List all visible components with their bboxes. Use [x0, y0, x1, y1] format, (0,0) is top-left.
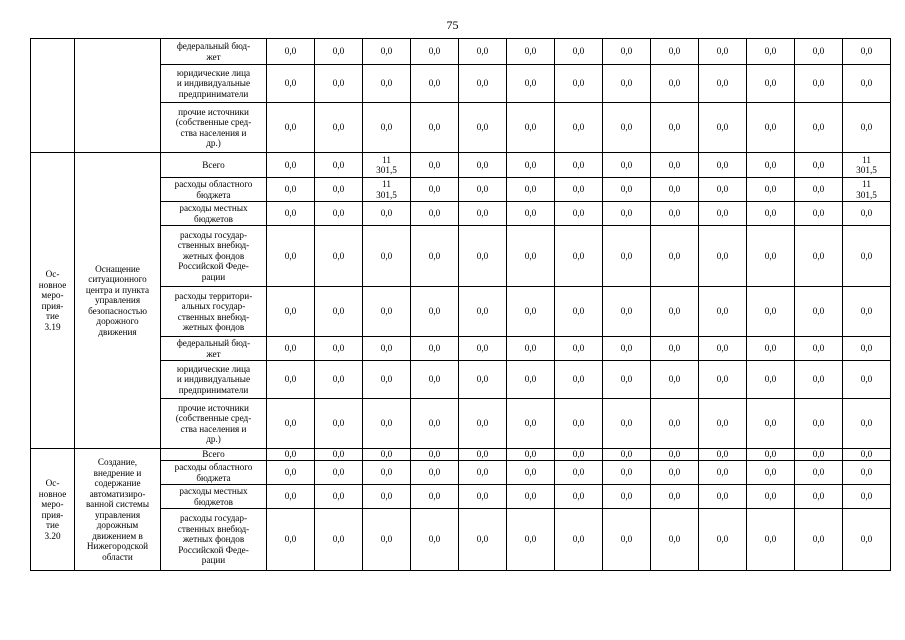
- table-row: [31, 39, 891, 65]
- value-cell: 0,0: [315, 153, 363, 178]
- value-cell: 0,0: [267, 65, 315, 103]
- value-cell: 0,0: [747, 485, 795, 509]
- measure-title-cell: Оснащение ситуационного центра и пункта управления безопасностью дорожного движения: [75, 153, 161, 449]
- value-cell: 0,0: [699, 287, 747, 337]
- value-cell: 0,0: [459, 202, 507, 226]
- value-cell: 0,0: [747, 287, 795, 337]
- value-cell: 0,0: [267, 485, 315, 509]
- value-cell: 0,0: [267, 449, 315, 461]
- value-cell: 0,0: [795, 485, 843, 509]
- value-cell: 0,0: [603, 399, 651, 449]
- value-cell: 0,0: [315, 226, 363, 287]
- value-cell: 0,0: [603, 202, 651, 226]
- value-cell: 0,0: [507, 178, 555, 202]
- value-cell: 0,0: [315, 449, 363, 461]
- value-cell: 0,0: [315, 178, 363, 202]
- value-cell: 0,0: [507, 226, 555, 287]
- value-cell: 0,0: [411, 39, 459, 65]
- value-cell: 0,0: [795, 509, 843, 571]
- value-cell: 0,0: [315, 202, 363, 226]
- value-cell: 0,0: [411, 178, 459, 202]
- value-cell: 0,0: [363, 399, 411, 449]
- funding-source-cell: прочие источники (собственные сред- ства населения и др.): [161, 103, 267, 153]
- value-cell: 0,0: [747, 461, 795, 485]
- value-cell: 0,0: [459, 226, 507, 287]
- value-cell: 0,0: [411, 103, 459, 153]
- value-cell: 0,0: [747, 39, 795, 65]
- value-cell: 0,0: [603, 65, 651, 103]
- value-cell: 0,0: [795, 287, 843, 337]
- page-number: 75: [446, 18, 459, 32]
- funding-source-cell: расходы государ- ственных внебюд- жетных фондов Российской Феде- рации: [161, 226, 267, 287]
- value-cell: 0,0: [363, 337, 411, 361]
- value-cell: 0,0: [603, 103, 651, 153]
- value-cell: 0,0: [699, 153, 747, 178]
- funding-source-cell: расходы местных бюджетов: [161, 202, 267, 226]
- funding-source-cell: расходы областного бюджета: [161, 178, 267, 202]
- funding-source-cell: расходы областного бюджета: [161, 461, 267, 485]
- value-cell: 0,0: [507, 202, 555, 226]
- value-cell: 11 301,5: [363, 153, 411, 178]
- value-cell: 0,0: [411, 226, 459, 287]
- funding-source-cell: расходы местных бюджетов: [161, 485, 267, 509]
- value-cell: 0,0: [363, 461, 411, 485]
- value-cell: 0,0: [267, 361, 315, 399]
- value-cell: 0,0: [267, 337, 315, 361]
- value-cell: 0,0: [795, 226, 843, 287]
- value-cell: 0,0: [795, 103, 843, 153]
- value-cell: 0,0: [651, 485, 699, 509]
- value-cell: 0,0: [651, 449, 699, 461]
- value-cell: 0,0: [507, 103, 555, 153]
- value-cell: 0,0: [843, 509, 891, 571]
- value-cell: 0,0: [315, 461, 363, 485]
- table-row: [31, 153, 891, 178]
- value-cell: 0,0: [603, 287, 651, 337]
- value-cell: 0,0: [651, 226, 699, 287]
- funding-source-cell: юридические лица и индивидуальные предприниматели: [161, 361, 267, 399]
- value-cell: 0,0: [459, 449, 507, 461]
- value-cell: 0,0: [315, 39, 363, 65]
- value-cell: 0,0: [411, 461, 459, 485]
- budget-table-body: [31, 39, 891, 571]
- value-cell: 0,0: [363, 226, 411, 287]
- value-cell: 0,0: [699, 461, 747, 485]
- value-cell: 0,0: [747, 103, 795, 153]
- value-cell: 0,0: [795, 202, 843, 226]
- value-cell: 0,0: [315, 485, 363, 509]
- value-cell: 0,0: [747, 153, 795, 178]
- value-cell: 0,0: [795, 361, 843, 399]
- value-cell: 0,0: [411, 287, 459, 337]
- value-cell: 0,0: [411, 509, 459, 571]
- value-cell: 0,0: [507, 337, 555, 361]
- value-cell: 0,0: [555, 287, 603, 337]
- value-cell: 0,0: [507, 485, 555, 509]
- value-cell: 0,0: [363, 287, 411, 337]
- value-cell: 0,0: [747, 337, 795, 361]
- value-cell: 0,0: [363, 485, 411, 509]
- measure-code-cell: Ос- новное меро- прия- тие 3.20: [31, 449, 75, 571]
- value-cell: 0,0: [555, 399, 603, 449]
- funding-source-cell: юридические лица и индивидуальные предприниматели: [161, 65, 267, 103]
- value-cell: 0,0: [555, 485, 603, 509]
- value-cell: 0,0: [651, 361, 699, 399]
- value-cell: 0,0: [363, 65, 411, 103]
- value-cell: 0,0: [843, 485, 891, 509]
- table-row: [31, 449, 891, 461]
- funding-source-cell: Всего: [161, 449, 267, 461]
- value-cell: 0,0: [267, 103, 315, 153]
- value-cell: 0,0: [651, 399, 699, 449]
- value-cell: 0,0: [651, 461, 699, 485]
- value-cell: 0,0: [267, 509, 315, 571]
- value-cell: 0,0: [555, 39, 603, 65]
- measure-title-cell: [75, 39, 161, 153]
- value-cell: 0,0: [459, 153, 507, 178]
- value-cell: 0,0: [507, 65, 555, 103]
- value-cell: 0,0: [507, 39, 555, 65]
- value-cell: 0,0: [699, 509, 747, 571]
- value-cell: 0,0: [507, 399, 555, 449]
- value-cell: 0,0: [843, 39, 891, 65]
- value-cell: 0,0: [507, 449, 555, 461]
- value-cell: 0,0: [507, 153, 555, 178]
- funding-source-cell: прочие источники (собственные сред- ства населения и др.): [161, 399, 267, 449]
- value-cell: 0,0: [555, 178, 603, 202]
- value-cell: 0,0: [843, 202, 891, 226]
- value-cell: 0,0: [795, 337, 843, 361]
- value-cell: 0,0: [363, 361, 411, 399]
- value-cell: 0,0: [843, 103, 891, 153]
- value-cell: 0,0: [363, 449, 411, 461]
- value-cell: 0,0: [603, 449, 651, 461]
- value-cell: 0,0: [651, 39, 699, 65]
- value-cell: 0,0: [747, 449, 795, 461]
- value-cell: 0,0: [459, 509, 507, 571]
- value-cell: 0,0: [507, 509, 555, 571]
- value-cell: 0,0: [315, 399, 363, 449]
- funding-source-cell: расходы государ- ственных внебюд- жетных фондов Российской Феде- рации: [161, 509, 267, 571]
- value-cell: 0,0: [315, 287, 363, 337]
- value-cell: 0,0: [651, 65, 699, 103]
- value-cell: 0,0: [651, 178, 699, 202]
- value-cell: 0,0: [603, 178, 651, 202]
- value-cell: 0,0: [267, 399, 315, 449]
- budget-table: [30, 38, 891, 571]
- funding-source-cell: федеральный бюд- жет: [161, 337, 267, 361]
- value-cell: 0,0: [651, 103, 699, 153]
- value-cell: 0,0: [603, 461, 651, 485]
- value-cell: 0,0: [699, 65, 747, 103]
- value-cell: 0,0: [651, 287, 699, 337]
- value-cell: 0,0: [843, 65, 891, 103]
- value-cell: 0,0: [315, 361, 363, 399]
- value-cell: 0,0: [699, 337, 747, 361]
- value-cell: 0,0: [603, 39, 651, 65]
- value-cell: 0,0: [603, 153, 651, 178]
- funding-source-cell: Всего: [161, 153, 267, 178]
- value-cell: 11 301,5: [843, 178, 891, 202]
- value-cell: 0,0: [699, 202, 747, 226]
- value-cell: 0,0: [843, 287, 891, 337]
- value-cell: 0,0: [651, 202, 699, 226]
- value-cell: 0,0: [699, 103, 747, 153]
- value-cell: 0,0: [267, 202, 315, 226]
- value-cell: 0,0: [459, 287, 507, 337]
- value-cell: 0,0: [747, 226, 795, 287]
- value-cell: 0,0: [315, 65, 363, 103]
- value-cell: 11 301,5: [843, 153, 891, 178]
- value-cell: 0,0: [411, 399, 459, 449]
- value-cell: 0,0: [747, 361, 795, 399]
- value-cell: 0,0: [651, 509, 699, 571]
- value-cell: 0,0: [699, 178, 747, 202]
- value-cell: 0,0: [555, 103, 603, 153]
- value-cell: 0,0: [555, 461, 603, 485]
- measure-code-cell: Ос- новное меро- прия- тие 3.19: [31, 153, 75, 449]
- value-cell: 0,0: [795, 461, 843, 485]
- value-cell: 0,0: [411, 153, 459, 178]
- value-cell: 0,0: [843, 449, 891, 461]
- value-cell: 0,0: [267, 287, 315, 337]
- value-cell: 0,0: [459, 361, 507, 399]
- value-cell: 0,0: [843, 226, 891, 287]
- value-cell: 0,0: [747, 509, 795, 571]
- value-cell: 0,0: [699, 226, 747, 287]
- value-cell: 0,0: [699, 449, 747, 461]
- value-cell: 0,0: [507, 461, 555, 485]
- value-cell: 0,0: [459, 39, 507, 65]
- value-cell: 0,0: [363, 103, 411, 153]
- value-cell: 0,0: [459, 461, 507, 485]
- value-cell: 0,0: [267, 226, 315, 287]
- value-cell: 0,0: [747, 399, 795, 449]
- value-cell: 0,0: [603, 337, 651, 361]
- value-cell: 0,0: [411, 361, 459, 399]
- value-cell: 0,0: [795, 65, 843, 103]
- value-cell: 0,0: [459, 337, 507, 361]
- value-cell: 0,0: [747, 178, 795, 202]
- value-cell: 0,0: [363, 509, 411, 571]
- value-cell: 0,0: [795, 449, 843, 461]
- funding-source-cell: федеральный бюд- жет: [161, 39, 267, 65]
- value-cell: 0,0: [411, 65, 459, 103]
- value-cell: 0,0: [555, 337, 603, 361]
- value-cell: 0,0: [603, 226, 651, 287]
- value-cell: 0,0: [267, 178, 315, 202]
- value-cell: 0,0: [699, 399, 747, 449]
- value-cell: 0,0: [507, 287, 555, 337]
- value-cell: 0,0: [363, 202, 411, 226]
- value-cell: 0,0: [411, 485, 459, 509]
- value-cell: 0,0: [699, 361, 747, 399]
- value-cell: 0,0: [555, 449, 603, 461]
- value-cell: 11 301,5: [363, 178, 411, 202]
- value-cell: 0,0: [411, 337, 459, 361]
- value-cell: 0,0: [411, 449, 459, 461]
- value-cell: 0,0: [795, 178, 843, 202]
- value-cell: 0,0: [267, 39, 315, 65]
- value-cell: 0,0: [555, 65, 603, 103]
- value-cell: 0,0: [459, 485, 507, 509]
- value-cell: 0,0: [267, 461, 315, 485]
- value-cell: 0,0: [267, 153, 315, 178]
- value-cell: 0,0: [459, 399, 507, 449]
- value-cell: 0,0: [843, 399, 891, 449]
- measure-title-cell: Создание, внедрение и содержание автоматизиро- ванной системы управления дорожным движением в Нижегородской области: [75, 449, 161, 571]
- value-cell: 0,0: [843, 337, 891, 361]
- value-cell: 0,0: [315, 337, 363, 361]
- value-cell: 0,0: [555, 153, 603, 178]
- value-cell: 0,0: [459, 103, 507, 153]
- value-cell: 0,0: [699, 39, 747, 65]
- value-cell: 0,0: [459, 65, 507, 103]
- value-cell: 0,0: [795, 399, 843, 449]
- value-cell: 0,0: [363, 39, 411, 65]
- value-cell: 0,0: [651, 337, 699, 361]
- value-cell: 0,0: [507, 361, 555, 399]
- value-cell: 0,0: [555, 226, 603, 287]
- value-cell: 0,0: [603, 485, 651, 509]
- value-cell: 0,0: [555, 509, 603, 571]
- value-cell: 0,0: [411, 202, 459, 226]
- value-cell: 0,0: [747, 65, 795, 103]
- value-cell: 0,0: [747, 202, 795, 226]
- value-cell: 0,0: [603, 509, 651, 571]
- funding-source-cell: расходы территори- альных государ- ственных внебюд- жетных фондов: [161, 287, 267, 337]
- value-cell: 0,0: [843, 461, 891, 485]
- value-cell: 0,0: [651, 153, 699, 178]
- value-cell: 0,0: [315, 103, 363, 153]
- value-cell: 0,0: [699, 485, 747, 509]
- value-cell: 0,0: [555, 202, 603, 226]
- value-cell: 0,0: [843, 361, 891, 399]
- measure-code-cell: [31, 39, 75, 153]
- value-cell: 0,0: [603, 361, 651, 399]
- value-cell: 0,0: [315, 509, 363, 571]
- value-cell: 0,0: [795, 39, 843, 65]
- value-cell: 0,0: [555, 361, 603, 399]
- value-cell: 0,0: [795, 153, 843, 178]
- value-cell: 0,0: [459, 178, 507, 202]
